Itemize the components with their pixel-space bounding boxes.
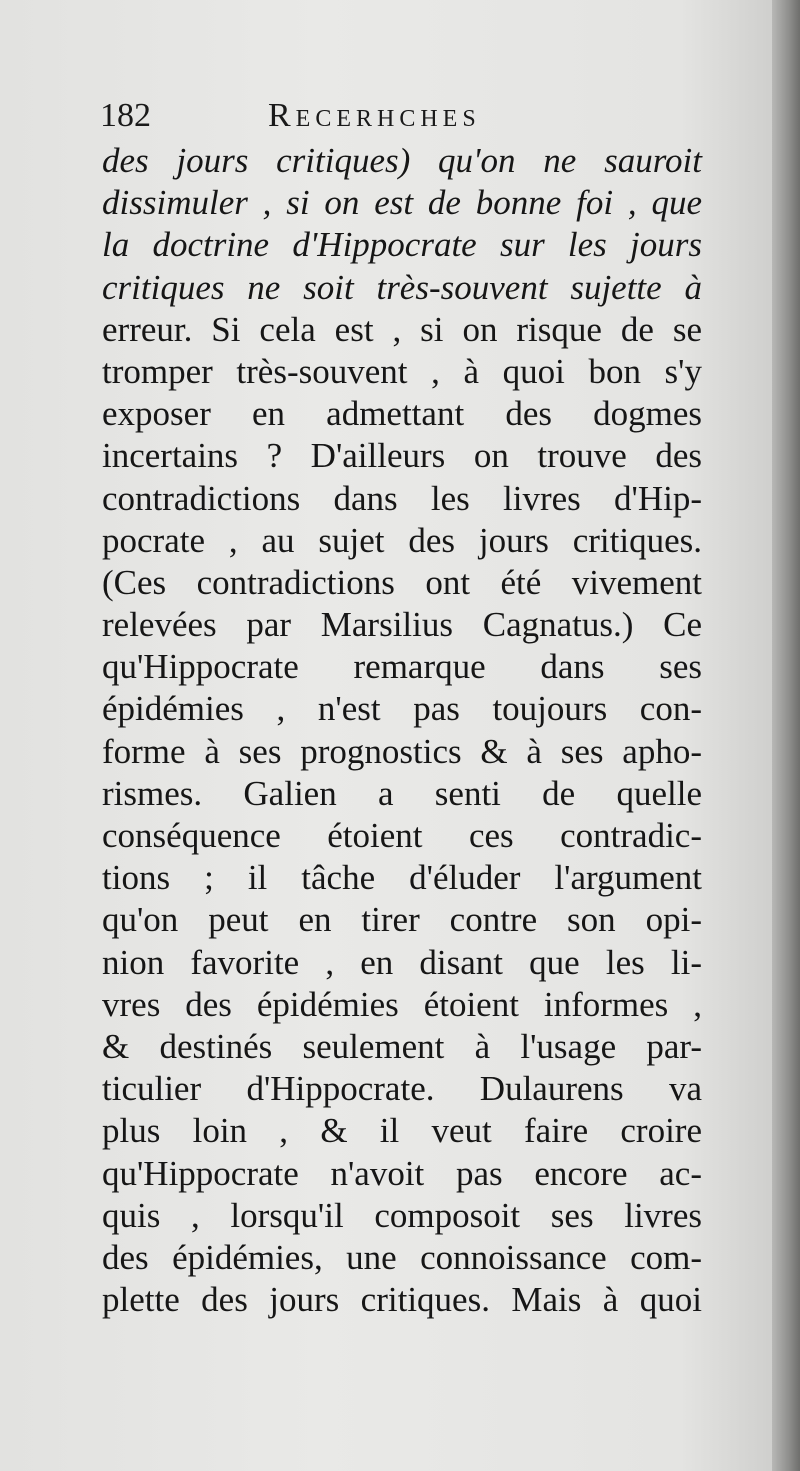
text-line: (Ces contradictions ont été vivement	[102, 562, 702, 602]
text-line: qu'on peut en tirer contre son opi-	[102, 900, 702, 940]
book-spine-shadow	[772, 0, 800, 1471]
text-line: la doctrine d'Hippocrate sur les jours	[102, 225, 702, 265]
text-line: conséquence étoient ces contradic-	[102, 816, 702, 855]
text-line: exposer en admettant des dogmes	[102, 394, 702, 434]
text-line: qu'Hippocrate remarque dans ses	[102, 647, 702, 687]
page-header	[100, 92, 600, 140]
text-line: relevées par Marsilius Cagnatus.) Ce	[102, 605, 702, 645]
text-line: erreur. Si cela est , si on risque de se	[102, 309, 702, 349]
text-line: critiques ne soit très-souvent sujette à	[102, 267, 702, 307]
text-line: ticulier d'Hippocrate. Dulaurens va	[102, 1069, 702, 1109]
text-line: dissimuler , si on est de bonne foi , que	[102, 183, 702, 223]
text-line: qu'Hippocrate n'avoit pas encore ac-	[102, 1153, 702, 1193]
running-head: Recerhches	[268, 97, 481, 134]
page-number: 182	[100, 97, 151, 134]
text-line: & destinés seulement à l'usage par-	[102, 1026, 702, 1066]
text-line: des épidémies, une connoissance com-	[102, 1237, 702, 1277]
text-line: épidémies , n'est pas toujours con-	[102, 689, 702, 729]
body-text	[102, 140, 702, 1321]
text-line: vres des épidémies étoient informes ,	[102, 984, 702, 1024]
text-line: plette des jours critiques. Mais à quoi	[102, 1280, 702, 1320]
text-line: des jours critiques) qu'on ne sauroit	[102, 141, 702, 180]
text-line: quis , lorsqu'il composoit ses livres	[102, 1195, 702, 1235]
text-line: nion favorite , en disant que les li-	[102, 942, 702, 982]
text-line: plus loin , & il veut faire croire	[102, 1111, 702, 1151]
text-line: contradictions dans les livres d'Hip-	[102, 478, 702, 518]
text-line: rismes. Galien a senti de quelle	[102, 773, 702, 813]
text-line: tromper très-souvent , à quoi bon s'y	[102, 351, 702, 391]
text-line: forme à ses prognostics & à ses apho-	[102, 731, 702, 771]
text-line: pocrate , au sujet des jours critiques.	[102, 520, 702, 560]
text-line: tions ; il tâche d'éluder l'argument	[102, 858, 702, 898]
text-line: incertains ? D'ailleurs on trouve des	[102, 436, 702, 476]
